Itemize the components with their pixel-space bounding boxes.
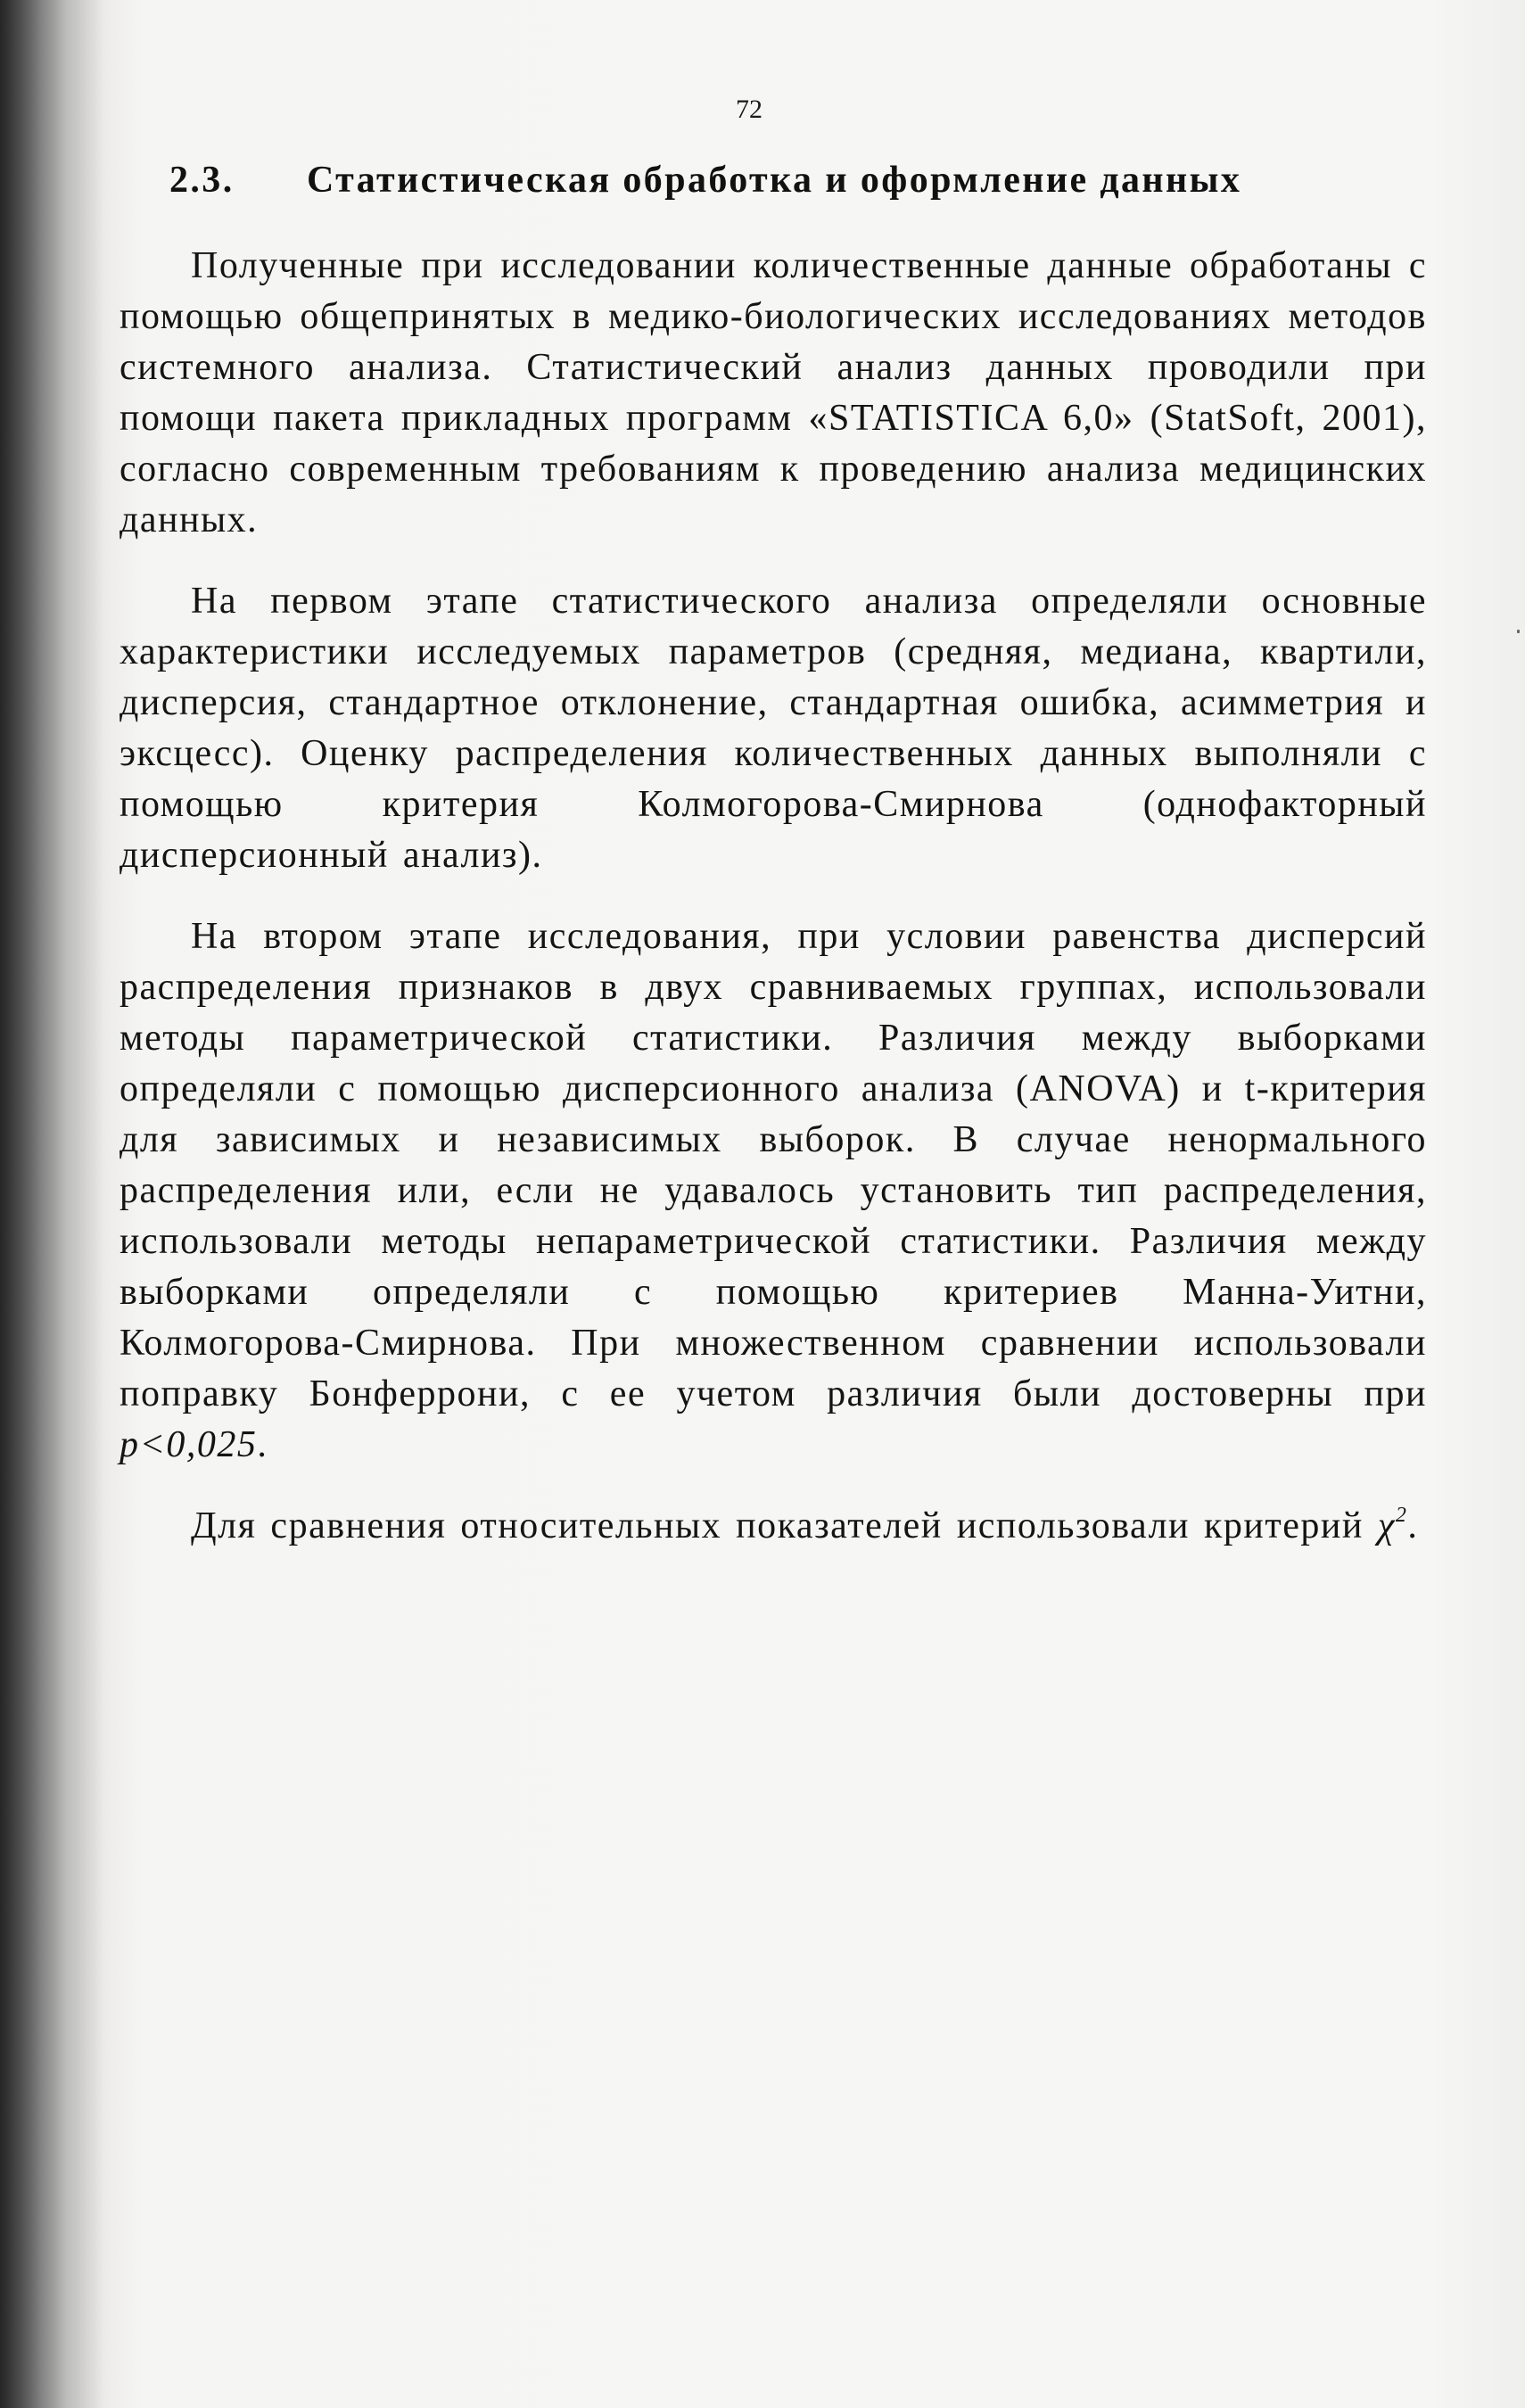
paragraph (120, 911, 1427, 1471)
sentence-period: . (1407, 1505, 1419, 1546)
paragraph-text: На втором этапе исследования, при условии равенства дисперсий распределения признаков в двух сравниваемых группах, использовали методы параметрической статистики. Различия между выборками определяли с помощью дисперсионного анализа (ANOVA) и t-критерия для зависимых и независимых выборок. В случае ненормального распределения или, если не удавалось установить тип распределения, использовали методы непараметрической статистики. Различия между выборками определяли с помощью критериев Манна-Уитни, Колмогорова-Смирнова. При множественном сравнении использовали поправку Бонферрони, с ее учетом различия были достоверны при (120, 916, 1427, 1414)
body-text (120, 241, 1427, 1552)
scan-speck (1517, 630, 1520, 633)
paragraph (120, 1501, 1427, 1552)
binding-shadow (0, 0, 107, 2408)
sentence-period: . (257, 1424, 268, 1465)
section-title: Статистическая обработка и оформление данных (307, 160, 1242, 201)
paragraph: На первом этапе статистического анализа определяли основные характеристики исследуемых параметров (средняя, медиана, квартили, дисперсия, стандартное отклонение, стандартная ошибка, асимметрия и эксцесс). Оценку распределения количественных данных выполняли с помощью критерия Колмогорова-Смирнова (однофакторный дисперсионный анализ). (120, 581, 1427, 876)
chi-letter: χ (1377, 1505, 1396, 1546)
section-heading (169, 159, 1427, 202)
chi-exponent: 2 (1395, 1504, 1408, 1527)
p-value: p<0,025 (120, 1424, 258, 1465)
paragraph-text: Для сравнения относительных показателей использовали критерий (191, 1505, 1364, 1546)
chi-square-symbol (1378, 1505, 1407, 1546)
section-number: 2.3. (169, 160, 235, 201)
page-number: 72 (736, 95, 762, 124)
paragraph: Полученные при исследовании количественные данные обработаны с помощью общепринятых в медико-биологических исследованиях методов системного анализа. Статистический анализ данных проводили при помощи пакета прикладных программ «STATISTICA 6,0» (StatSoft, 2001), согласно современным требованиям к проведению анализа медицинских данных. (120, 245, 1427, 540)
